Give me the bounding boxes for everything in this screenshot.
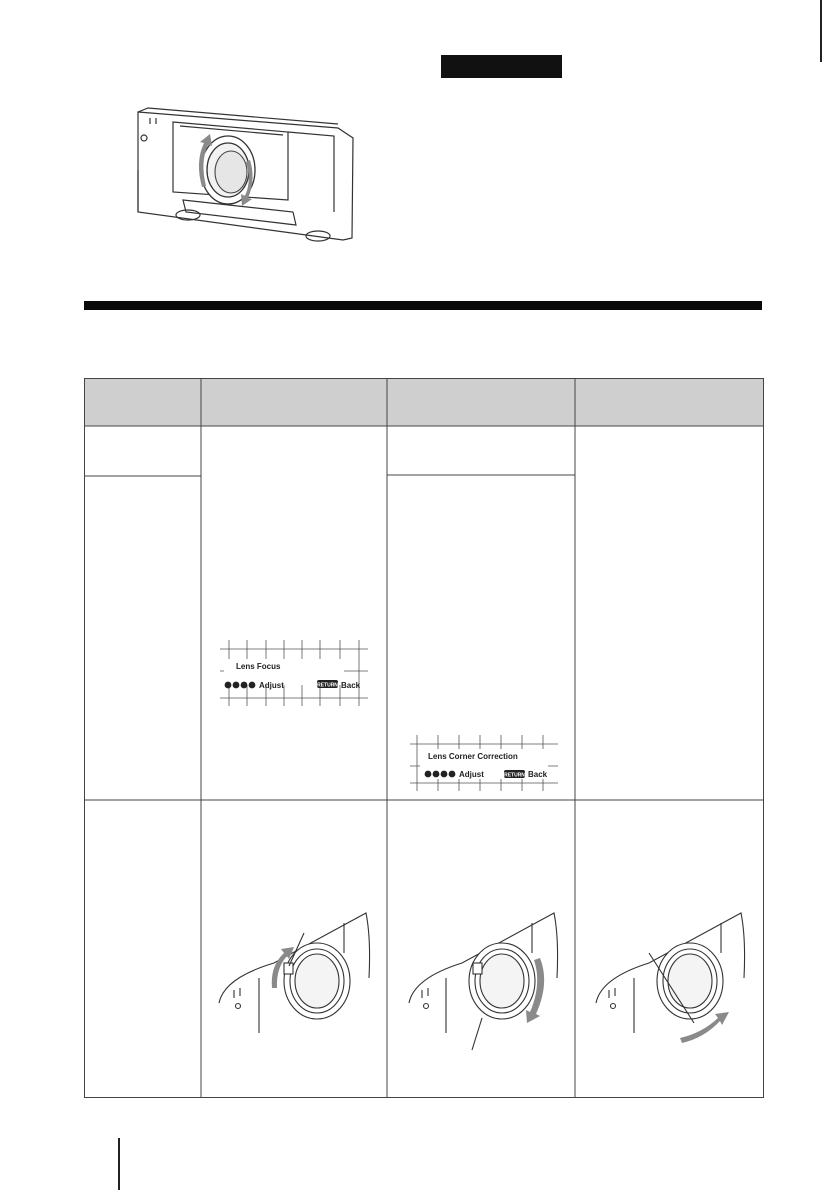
svg-text:RETURN: RETURN bbox=[317, 682, 338, 689]
osd-adjust-label: Adjust bbox=[459, 770, 484, 779]
osd-title: Lens Focus bbox=[236, 662, 281, 671]
osd-back-label: Back bbox=[341, 681, 361, 690]
projector-lens-illustration bbox=[128, 100, 360, 250]
footer-divider bbox=[118, 1138, 120, 1190]
svg-text:RETURN: RETURN bbox=[504, 772, 525, 779]
lens-ring-illustration-focus bbox=[219, 913, 370, 1033]
lens-adjustment-table bbox=[84, 378, 764, 1098]
table-header-row bbox=[84, 378, 764, 426]
section-rule bbox=[84, 301, 762, 310]
osd-lens-focus bbox=[220, 640, 368, 706]
osd-back-label: Back bbox=[528, 770, 548, 779]
section-header-bar bbox=[441, 55, 562, 78]
osd-adjust-label: Adjust bbox=[259, 681, 284, 690]
page-tab-marker bbox=[820, 0, 822, 62]
lens-ring-illustration-corner bbox=[409, 913, 558, 1050]
osd-title: Lens Corner Correction bbox=[428, 752, 518, 761]
osd-lens-corner-correction bbox=[410, 735, 558, 791]
